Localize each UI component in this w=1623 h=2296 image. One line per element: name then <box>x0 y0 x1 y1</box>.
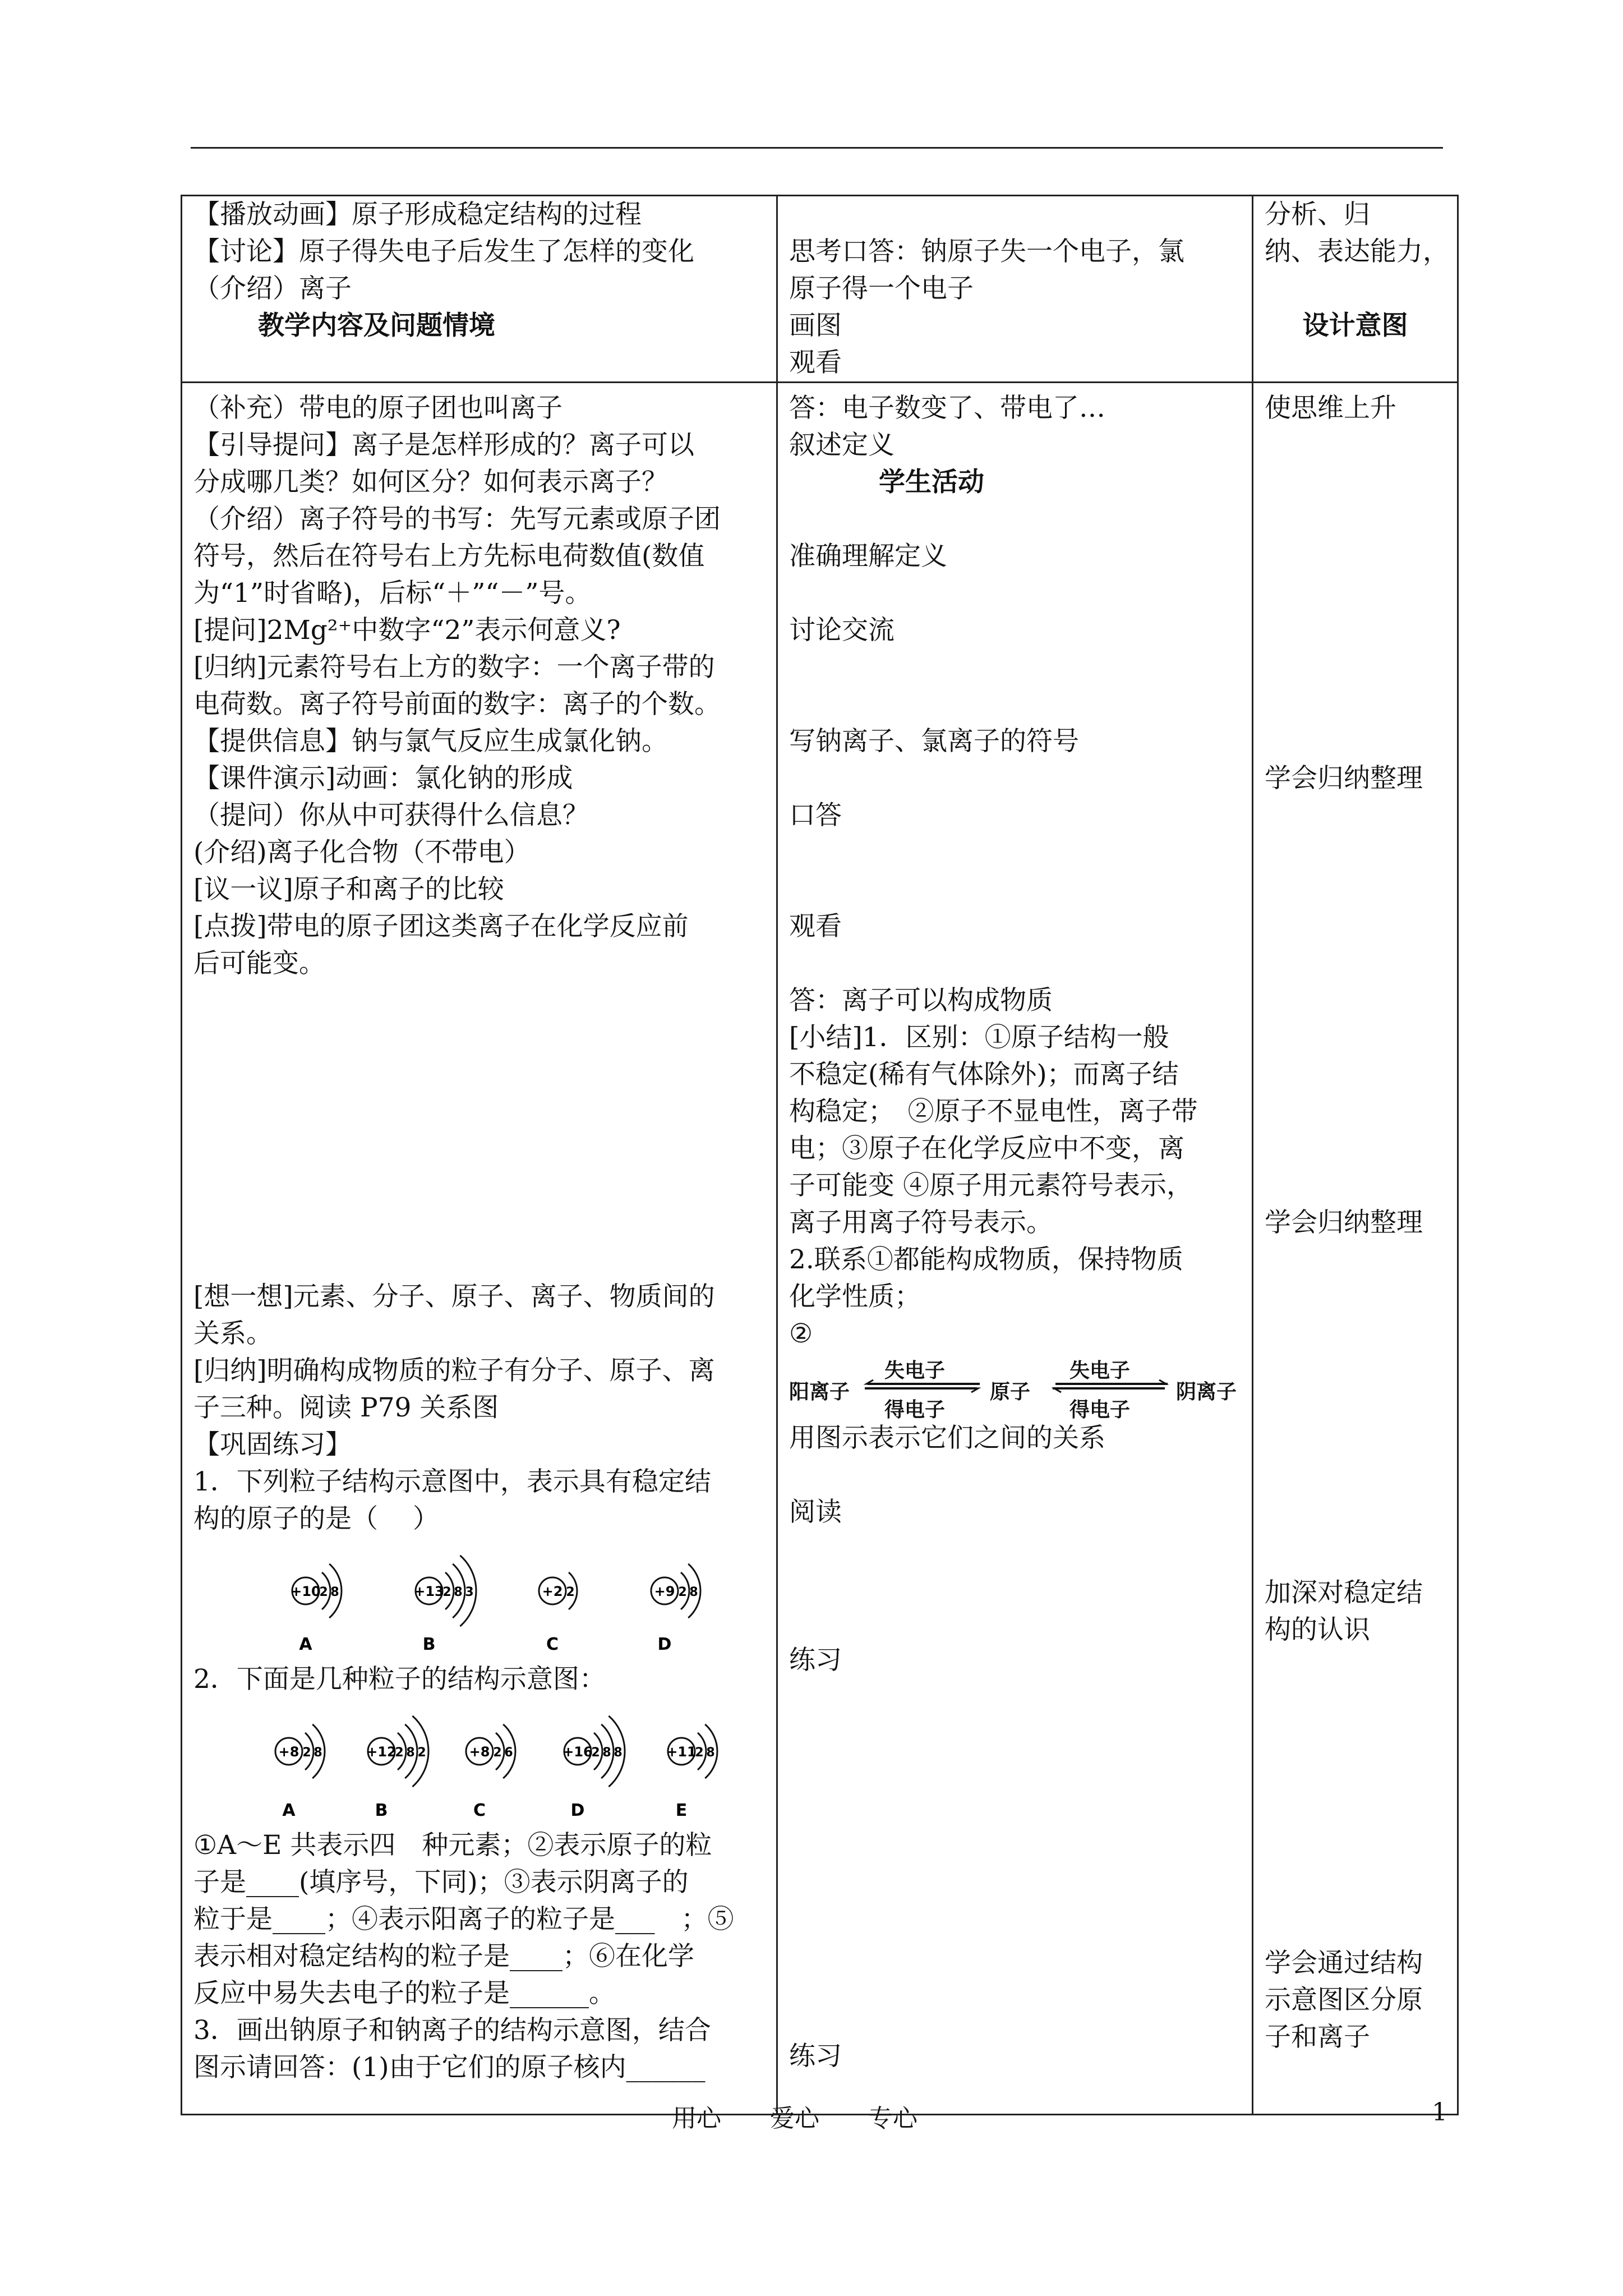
text-line: 练习 <box>789 1645 842 1676</box>
reversible-arrow-left <box>862 1379 983 1393</box>
text-line: 粒于是____；④表示阳离子的粒子是___ ；⑤ <box>193 1904 734 1935</box>
text-line: 离子用离子符号表示。 <box>789 1207 1053 1238</box>
text-line: 图示请回答：(1)由于它们的原子核内______ <box>193 2052 706 2083</box>
text-line: 思考口答：钠原子失一个电子，氯 <box>789 236 1184 267</box>
shell-electron-count: 8 <box>454 1585 463 1599</box>
shell-electron-count: 2 <box>566 1585 575 1599</box>
footer-text-2: 爱心 <box>770 2104 819 2133</box>
text-line: 准确理解定义 <box>789 541 947 572</box>
text-line: 学会通过结构 <box>1265 1948 1423 1978</box>
diagram-label: A <box>282 1801 296 1820</box>
text-line: 原子得一个电子 <box>789 273 974 304</box>
text-line: (介绍)离子化合物（不带电） <box>193 837 531 868</box>
text-line: 【讨论】原子得失电子后发生了怎样的变化 <box>193 236 694 267</box>
nucleus-charge: +16 <box>562 1744 593 1760</box>
text-line: （介绍）离子符号的书写：先写元素或原子团 <box>193 504 721 535</box>
lose-electron-label: 失电子 <box>884 1359 946 1382</box>
text-line: 用图示表示它们之间的关系 <box>789 1423 1105 1453</box>
page-number: 1 <box>1432 2098 1447 2127</box>
q2-atom-diagrams <box>193 1698 766 1827</box>
table-row <box>182 383 1458 2115</box>
column-heading-activity: 学生活动 <box>879 467 984 498</box>
atom-label: 原子 <box>990 1381 1031 1404</box>
text-line: 叙述定义 <box>789 430 895 461</box>
text-line: 分成哪几类？如何区分？如何表示离子？ <box>193 467 668 498</box>
atom-structure-diagram <box>414 1556 476 1654</box>
shell-electron-count: 6 <box>504 1746 513 1760</box>
diagram-label: A <box>299 1635 312 1654</box>
text-line: 口答 <box>789 800 842 831</box>
text-line: 3．画出钠原子和钠离子的结构示意图，结合 <box>193 2015 711 2046</box>
text-line: 构的原子的是（ ） <box>193 1503 439 1534</box>
q1-atom-diagrams <box>193 1538 766 1661</box>
shell-electron-count: 8 <box>330 1585 339 1599</box>
text-line: ①A～E 共表示四 种元素；②表示原子的粒 <box>193 1830 712 1861</box>
diagram-label: D <box>570 1801 585 1820</box>
shell-electron-count: 2 <box>395 1746 404 1760</box>
text-line: 子可能变 ④原子用元素符号表示， <box>789 1170 1193 1201</box>
column-heading-content: 教学内容及问题情境 <box>258 310 495 341</box>
atom-structure-diagram <box>466 1724 515 1820</box>
shell-electron-count: 8 <box>313 1746 322 1760</box>
diagram-label: C <box>473 1801 486 1820</box>
shell-electron-count: 2 <box>591 1746 600 1760</box>
column-heading-intent: 设计意图 <box>1302 310 1408 341</box>
atom-structure-diagram <box>291 1564 342 1654</box>
shell-electron-count: 2 <box>319 1585 328 1599</box>
text-line: 2．下面是几种粒子的结构示意图： <box>193 1664 606 1695</box>
text-line: 示意图区分原 <box>1265 1985 1423 2016</box>
diagram-label: D <box>657 1635 672 1654</box>
text-line: 化学性质； <box>789 1281 921 1312</box>
atom-structure-diagram <box>275 1724 325 1820</box>
text-line: [议一议]原子和离子的比较 <box>193 874 504 905</box>
nucleus-charge: +2 <box>542 1584 563 1599</box>
text-line: 电荷数。离子符号前面的数字：离子的个数。 <box>193 689 721 720</box>
diagram-label: B <box>422 1635 436 1654</box>
text-line: 符号，然后在符号右上方先标电荷数值(数值 <box>193 541 705 572</box>
reversible-arrow-right <box>1050 1379 1170 1393</box>
text-line: 学会归纳整理 <box>1265 763 1423 794</box>
shell-electron-count: 8 <box>689 1585 698 1599</box>
text-line: 电；③原子在化学反应中不变，离 <box>789 1133 1184 1164</box>
text-line: 使思维上升 <box>1265 393 1396 424</box>
text-line: 讨论交流 <box>789 615 895 646</box>
diagram-label: E <box>675 1801 688 1820</box>
text-line: （提问）你从中可获得什么信息？ <box>193 800 589 831</box>
text-line: 构的认识 <box>1265 1614 1370 1645</box>
text-line: 观看 <box>789 347 842 378</box>
text-line: 画图 <box>789 310 842 341</box>
text-line: 不稳定(稀有气体除外)；而离子结 <box>789 1059 1179 1090</box>
anion-label: 阴离子 <box>1176 1381 1237 1404</box>
atom-structure-diagram <box>562 1716 625 1820</box>
nucleus-charge: +13 <box>414 1584 444 1599</box>
text-line: [点拨]带电的原子团这类离子在化学反应前 <box>193 911 689 942</box>
text-line: 子三种。阅读 P79 关系图 <box>193 1392 499 1423</box>
text-line: [小结]1．区别：①原子结构一般 <box>789 1022 1169 1053</box>
text-line: 子和离子 <box>1265 2022 1370 2053</box>
shell-electron-count: 8 <box>602 1746 611 1760</box>
text-line: 【引导提问】离子是怎样形成的？离子可以 <box>193 430 694 461</box>
text-line: [归纳]元素符号右上方的数字：一个离子带的 <box>193 652 715 683</box>
text-line: 答：电子数变了、带电了… <box>789 393 1105 424</box>
shell-electron-count: 2 <box>678 1585 687 1599</box>
text-line: 为“1”时省略)，后标“＋”“－”号。 <box>193 578 592 609</box>
text-line: 【巩固练习】 <box>193 1429 352 1460</box>
table-row <box>182 196 1458 383</box>
shell-electron-count: 2 <box>695 1746 704 1760</box>
content-cell-main <box>182 383 777 2115</box>
shell-electron-count: 8 <box>706 1746 715 1760</box>
text-line: [提问]2Mg²⁺中数字“2”表示何意义? <box>193 615 621 646</box>
shell-electron-count: 2 <box>302 1746 311 1760</box>
text-line: 【提供信息】钠与氯气反应生成氯化钠。 <box>193 726 668 757</box>
text-line: [想一想]元素、分子、原子、离子、物质间的 <box>193 1281 715 1312</box>
cation-label: 阳离子 <box>789 1381 850 1404</box>
nucleus-charge: +8 <box>278 1744 299 1760</box>
shell-electron-count: 8 <box>406 1746 415 1760</box>
text-line: （补充）带电的原子团也叫离子 <box>193 393 562 424</box>
content-cell-top <box>182 196 777 383</box>
text-line: 2.联系①都能构成物质，保持物质 <box>789 1244 1183 1275</box>
shell-electron-count: 3 <box>465 1585 474 1599</box>
text-line: 阅读 <box>789 1497 842 1527</box>
text-line: 【课件演示]动画：氯化钠的形成 <box>193 763 573 794</box>
text-line: 分析、归 <box>1265 199 1370 230</box>
text-line: 后可能变。 <box>193 948 325 979</box>
text-line: 学会归纳整理 <box>1265 1207 1423 1238</box>
gain-electron-label: 得电子 <box>884 1398 946 1421</box>
atom-structure-diagram <box>651 1564 700 1654</box>
text-line: 【播放动画】原子形成稳定结构的过程 <box>193 199 642 230</box>
text-line: ② <box>789 1318 813 1349</box>
shell-electron-count: 2 <box>493 1746 502 1760</box>
nucleus-charge: +11 <box>666 1744 697 1760</box>
gain-electron-label: 得电子 <box>1069 1398 1131 1421</box>
text-line: 观看 <box>789 911 842 942</box>
text-line: （介绍）离子 <box>193 273 352 304</box>
text-line: 答：离子可以构成物质 <box>789 985 1053 1016</box>
footer-text-1: 用心 <box>672 2104 721 2133</box>
text-line: 反应中易失去电子的粒子是______。 <box>193 1978 615 2009</box>
text-line: 加深对稳定结 <box>1265 1577 1423 1608</box>
shell-electron-count: 2 <box>442 1585 451 1599</box>
diagram-label: C <box>546 1635 559 1654</box>
lesson-table <box>181 195 1459 2115</box>
footer-text-3: 专心 <box>868 2104 917 2133</box>
atom-structure-diagram <box>539 1572 577 1654</box>
nucleus-charge: +12 <box>366 1744 396 1760</box>
header-rule <box>191 147 1443 149</box>
diagram-label: B <box>375 1801 388 1820</box>
atom-structure-diagram <box>666 1724 717 1820</box>
intent-cell-main <box>1253 383 1458 2115</box>
text-line: [归纳]明确构成物质的粒子有分子、原子、离 <box>193 1355 715 1386</box>
activity-cell-main <box>777 383 1253 2115</box>
text-line: 练习 <box>789 2041 842 2072</box>
ion-atom-relation-diagram <box>789 1352 1241 1420</box>
nucleus-charge: +10 <box>291 1584 321 1599</box>
text-line: 构稳定； ②原子不显电性，离子带 <box>789 1096 1198 1127</box>
shell-electron-count: 8 <box>614 1746 623 1760</box>
intent-cell-top <box>1253 196 1458 383</box>
text-line: 子是____(填序号，下同)；③表示阴离子的 <box>193 1867 689 1898</box>
lose-electron-label: 失电子 <box>1069 1359 1131 1382</box>
text-line: 1．下列粒子结构示意图中，表示具有稳定结 <box>193 1466 711 1497</box>
nucleus-charge: +8 <box>469 1744 490 1760</box>
nucleus-charge: +9 <box>654 1584 675 1599</box>
text-line: 写钠离子、氯离子的符号 <box>789 726 1079 757</box>
text-line: 纳、表达能力， <box>1265 236 1449 267</box>
text-line: 表示相对稳定结构的粒子是____；⑥在化学 <box>193 1941 694 1972</box>
shell-electron-count: 2 <box>417 1746 426 1760</box>
text-line: 关系。 <box>193 1318 273 1349</box>
activity-cell-top <box>777 196 1253 383</box>
atom-structure-diagram <box>366 1716 428 1820</box>
